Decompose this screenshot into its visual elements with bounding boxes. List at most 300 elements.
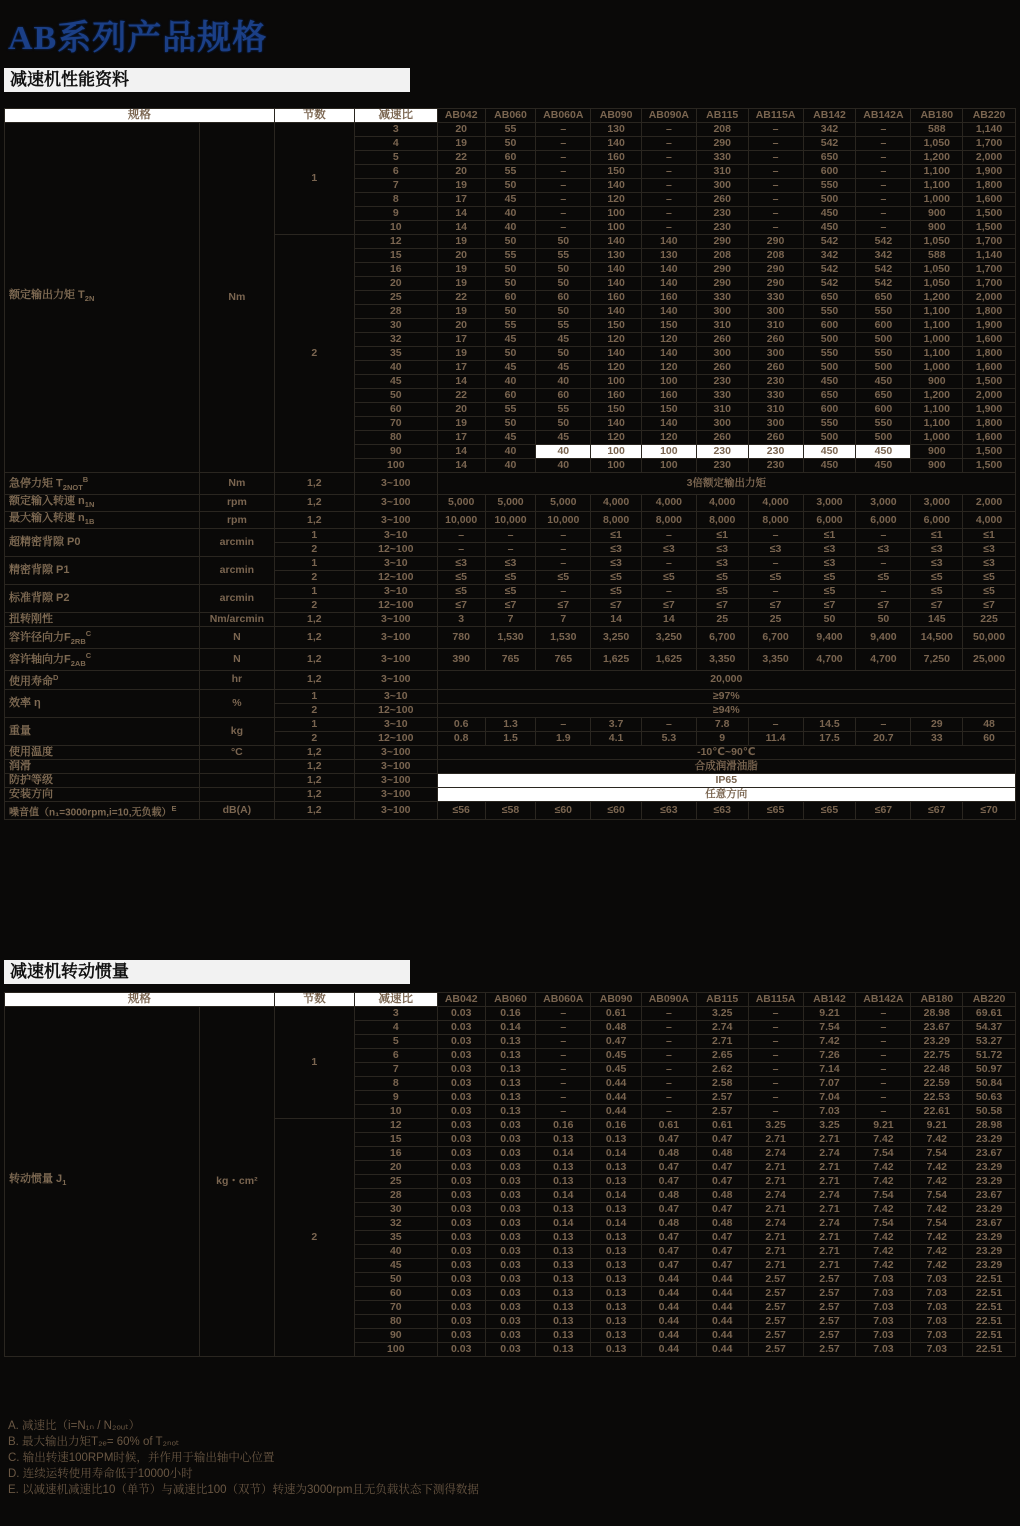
value-cell: 140 (641, 347, 696, 361)
value-cell: 5,000 (485, 494, 535, 511)
ratio-cell: 32 (354, 333, 437, 347)
ratio-cell: 28 (354, 1189, 437, 1203)
value-cell: 2.71 (748, 1175, 803, 1189)
ratio-cell: 40 (354, 1245, 437, 1259)
value-cell: 0.13 (485, 1091, 535, 1105)
value-cell: 50 (485, 417, 535, 431)
row-label: 最大输入转速 $n_{1B}$ (5, 512, 200, 529)
value-cell: 2.71 (748, 1133, 803, 1147)
value-cell: 588 (911, 123, 963, 137)
value-cell: 290 (696, 137, 748, 151)
ratio-cell: 60 (354, 403, 437, 417)
value-cell: 1,200 (911, 291, 963, 305)
row-label: 容许轴向力$F_{2AB}^C$ (5, 649, 200, 671)
ratio-cell: 80 (354, 431, 437, 445)
value-cell: 0.03 (437, 1021, 485, 1035)
value-cell: – (748, 1077, 803, 1091)
value-span-cell: 3倍额定输出力矩 (437, 473, 1015, 495)
value-cell: – (748, 717, 803, 731)
value-cell: ≤1 (696, 529, 748, 543)
value-cell: – (437, 529, 485, 543)
value-cell: 0.03 (437, 1035, 485, 1049)
ratio-cell: 3~100 (354, 670, 437, 689)
value-cell: 300 (748, 417, 803, 431)
value-cell: 50 (485, 305, 535, 319)
col-header-model: AB042 (437, 993, 485, 1007)
value-cell: 7.42 (911, 1259, 963, 1273)
value-cell: 0.13 (591, 1315, 641, 1329)
value-cell: 0.44 (591, 1077, 641, 1091)
value-cell: 50 (485, 137, 535, 151)
value-cell: ≤1 (591, 529, 641, 543)
stage-cell: 1,2 (274, 773, 354, 787)
value-cell: 23.29 (963, 1231, 1016, 1245)
value-cell: 150 (591, 403, 641, 417)
ratio-cell: 16 (354, 1147, 437, 1161)
value-cell: 20.7 (856, 731, 911, 745)
value-cell: 0.13 (536, 1175, 591, 1189)
stage-cell: 1 (274, 689, 354, 703)
value-cell: 1,140 (963, 123, 1016, 137)
value-cell: 0.03 (437, 1063, 485, 1077)
value-cell: ≤7 (963, 599, 1016, 613)
value-cell: 29 (911, 717, 963, 731)
value-cell: 0.13 (536, 1259, 591, 1273)
value-cell: 45 (536, 333, 591, 347)
value-cell: 0.03 (437, 1091, 485, 1105)
value-cell: 140 (641, 263, 696, 277)
ratio-cell: 3~10 (354, 529, 437, 543)
value-cell: 0.8 (437, 731, 485, 745)
value-cell: 2.71 (803, 1175, 856, 1189)
value-cell: ≤5 (437, 585, 485, 599)
value-cell: 60 (963, 731, 1016, 745)
value-cell: 4,000 (591, 494, 641, 511)
value-cell: 2.57 (696, 1091, 748, 1105)
value-cell: 140 (641, 277, 696, 291)
value-cell: – (856, 557, 911, 571)
value-cell: 0.03 (485, 1287, 535, 1301)
value-cell: – (856, 1077, 911, 1091)
value-cell: – (485, 543, 535, 557)
value-cell: ≤5 (485, 585, 535, 599)
value-cell: 1,100 (911, 319, 963, 333)
value-cell: 2.57 (696, 1105, 748, 1119)
value-cell: 19 (437, 305, 485, 319)
value-cell: 50 (536, 235, 591, 249)
value-cell: 260 (696, 193, 748, 207)
value-cell: 0.13 (591, 1175, 641, 1189)
value-cell: 14 (591, 613, 641, 627)
backlash-row (5, 585, 1016, 599)
value-cell: – (856, 1007, 911, 1021)
value-cell: 290 (696, 263, 748, 277)
value-cell: 14 (437, 445, 485, 459)
value-cell: ≤56 (437, 801, 485, 819)
value-cell: 0.03 (437, 1315, 485, 1329)
value-cell: – (536, 151, 591, 165)
value-cell: 7.03 (856, 1315, 911, 1329)
stage-cell: 1,2 (274, 473, 354, 495)
value-cell: 40 (485, 375, 535, 389)
value-cell: 2.71 (803, 1203, 856, 1217)
value-cell: 0.03 (485, 1133, 535, 1147)
spec-row (5, 745, 1016, 759)
value-cell: 7.54 (856, 1189, 911, 1203)
value-cell: 1,000 (911, 361, 963, 375)
value-cell: 310 (748, 319, 803, 333)
value-cell: 140 (591, 263, 641, 277)
value-cell: ≤3 (803, 543, 856, 557)
value-cell: 500 (856, 333, 911, 347)
value-cell: – (856, 123, 911, 137)
value-cell: – (856, 1035, 911, 1049)
value-cell: 19 (437, 263, 485, 277)
value-cell: 450 (803, 459, 856, 473)
value-cell: 60 (485, 389, 535, 403)
value-cell: 208 (748, 249, 803, 263)
footnote-item: D. 连续运转使用寿命低于10000小时 (8, 1468, 193, 1480)
value-cell: 14 (437, 459, 485, 473)
ratio-cell: 28 (354, 305, 437, 319)
value-cell: 2.71 (748, 1203, 803, 1217)
row-unit: rpm (200, 512, 275, 529)
value-cell: 0.03 (485, 1203, 535, 1217)
value-cell: 2.74 (748, 1147, 803, 1161)
value-cell: – (536, 179, 591, 193)
value-cell: 69.61 (963, 1007, 1016, 1021)
value-cell: 50 (856, 613, 911, 627)
value-cell: ≤7 (856, 599, 911, 613)
value-cell: 1,050 (911, 235, 963, 249)
value-cell: 0.48 (641, 1217, 696, 1231)
value-cell: 6,000 (911, 512, 963, 529)
ratio-cell: 4 (354, 137, 437, 151)
value-cell: – (536, 137, 591, 151)
value-cell: 0.44 (641, 1315, 696, 1329)
value-cell: 2.57 (748, 1273, 803, 1287)
value-cell: 7.03 (911, 1329, 963, 1343)
ratio-cell: 70 (354, 1301, 437, 1315)
value-cell: 0.03 (437, 1203, 485, 1217)
value-cell: – (536, 207, 591, 221)
value-cell: 7.42 (911, 1133, 963, 1147)
ratio-cell: 50 (354, 1273, 437, 1287)
row-label: 防护等级 (5, 773, 200, 787)
value-cell: 0.61 (696, 1119, 748, 1133)
value-cell: 100 (641, 459, 696, 473)
value-cell: 230 (696, 445, 748, 459)
value-cell: – (641, 123, 696, 137)
value-cell: 0.13 (485, 1035, 535, 1049)
value-cell: 0.13 (485, 1063, 535, 1077)
value-cell: 9.21 (856, 1119, 911, 1133)
ratio-cell: 4 (354, 1021, 437, 1035)
value-cell: 9.21 (803, 1007, 856, 1021)
value-cell: – (641, 585, 696, 599)
value-cell: 900 (911, 459, 963, 473)
value-cell: ≤5 (485, 571, 535, 585)
value-cell: 1,100 (911, 179, 963, 193)
value-cell: 2.71 (696, 1035, 748, 1049)
value-cell: – (641, 137, 696, 151)
value-cell: 7,250 (911, 649, 963, 671)
value-span-cell: 20,000 (437, 670, 1015, 689)
value-cell: – (641, 1091, 696, 1105)
row-label: 噪音值（n₁=3000rpm,i=10,无负载）$^E$ (5, 801, 200, 819)
value-cell: 4,000 (963, 512, 1016, 529)
value-cell: 48 (963, 717, 1016, 731)
value-cell: 23.67 (963, 1147, 1016, 1161)
value-cell: 7.42 (911, 1175, 963, 1189)
value-cell: – (437, 543, 485, 557)
ratio-cell: 9 (354, 207, 437, 221)
value-cell: 140 (641, 305, 696, 319)
spec-row (5, 473, 1016, 495)
value-cell: 9,400 (803, 627, 856, 649)
ratio-cell: 3~100 (354, 787, 437, 801)
value-cell: 3,350 (748, 649, 803, 671)
ratio-cell: 3~100 (354, 473, 437, 495)
value-cell: 2.57 (748, 1287, 803, 1301)
value-cell: 2.71 (803, 1161, 856, 1175)
value-cell: 0.45 (591, 1049, 641, 1063)
value-cell: 0.03 (485, 1175, 535, 1189)
value-cell: 2.71 (748, 1161, 803, 1175)
row-unit: Nm/arcmin (200, 613, 275, 627)
value-cell: 1,100 (911, 305, 963, 319)
value-cell: 50.58 (963, 1105, 1016, 1119)
value-cell: 45 (536, 431, 591, 445)
value-cell: – (536, 193, 591, 207)
row-unit: °C (200, 745, 275, 759)
value-cell: 0.47 (641, 1231, 696, 1245)
value-cell: 2.65 (696, 1049, 748, 1063)
value-cell: 900 (911, 207, 963, 221)
row-unit: arcmin (200, 557, 275, 585)
value-cell: – (536, 1105, 591, 1119)
value-cell: 2.71 (803, 1231, 856, 1245)
value-cell: – (856, 151, 911, 165)
value-cell: 130 (641, 249, 696, 263)
value-cell: 0.13 (591, 1301, 641, 1315)
value-cell: 40 (485, 221, 535, 235)
value-cell: 45 (485, 333, 535, 347)
value-cell: 22.51 (963, 1329, 1016, 1343)
value-cell: 2.71 (748, 1245, 803, 1259)
value-cell: 10,000 (437, 512, 485, 529)
value-cell: 230 (696, 207, 748, 221)
value-cell: 55 (485, 319, 535, 333)
value-cell: 45 (485, 193, 535, 207)
value-cell: 100 (591, 221, 641, 235)
weight-row (5, 717, 1016, 731)
value-cell: 500 (803, 193, 856, 207)
value-cell: 40 (485, 207, 535, 221)
value-cell: – (856, 1021, 911, 1035)
ratio-cell: 50 (354, 389, 437, 403)
value-cell: 120 (641, 361, 696, 375)
value-cell: 7.42 (856, 1161, 911, 1175)
value-cell: 0.47 (641, 1161, 696, 1175)
col-header-model: AB142A (856, 109, 911, 123)
value-cell: ≤5 (641, 571, 696, 585)
value-cell: 300 (696, 305, 748, 319)
value-cell: 100 (591, 459, 641, 473)
col-header-model: AB115A (748, 109, 803, 123)
value-cell: 55 (485, 165, 535, 179)
value-cell: 330 (696, 291, 748, 305)
value-cell: 290 (748, 235, 803, 249)
value-cell: 0.47 (591, 1035, 641, 1049)
value-cell: 0.14 (536, 1189, 591, 1203)
value-cell: 230 (696, 375, 748, 389)
value-cell: – (641, 557, 696, 571)
value-cell: 0.13 (536, 1273, 591, 1287)
stage-cell: 1,2 (274, 627, 354, 649)
value-cell: 7.42 (856, 1245, 911, 1259)
value-cell: 542 (803, 235, 856, 249)
value-cell: 260 (748, 431, 803, 445)
value-cell: 7.03 (856, 1301, 911, 1315)
col-header-model: AB060A (536, 109, 591, 123)
value-cell: 7.03 (803, 1105, 856, 1119)
value-cell: 0.13 (591, 1231, 641, 1245)
value-span-cell: 合成润滑油脂 (437, 759, 1015, 773)
value-cell: 0.03 (485, 1301, 535, 1315)
value-cell: 23.29 (963, 1259, 1016, 1273)
value-cell: 0.03 (485, 1161, 535, 1175)
value-cell: ≤5 (803, 585, 856, 599)
value-cell: – (748, 1007, 803, 1021)
value-cell: 20 (437, 319, 485, 333)
value-cell: ≤1 (911, 529, 963, 543)
value-cell: 0.44 (696, 1343, 748, 1357)
value-cell: 1.5 (485, 731, 535, 745)
value-cell: 542 (803, 277, 856, 291)
value-cell: 2.57 (803, 1301, 856, 1315)
value-cell: 0.03 (485, 1343, 535, 1357)
value-cell: 550 (803, 417, 856, 431)
value-cell: 0.47 (696, 1133, 748, 1147)
value-cell: 0.13 (591, 1287, 641, 1301)
value-cell: 8,000 (591, 512, 641, 529)
ratio-cell: 8 (354, 193, 437, 207)
value-cell: 0.48 (696, 1189, 748, 1203)
value-cell: ≤7 (748, 599, 803, 613)
value-cell: 50 (803, 613, 856, 627)
stage-cell: 2 (274, 731, 354, 745)
value-cell: 900 (911, 375, 963, 389)
value-cell: 0.03 (437, 1077, 485, 1091)
value-cell: – (856, 221, 911, 235)
stage-cell: 2 (274, 1119, 354, 1357)
row-label: 容许径向力$F_{2RB}^C$ (5, 627, 200, 649)
stage-cell: 1,2 (274, 512, 354, 529)
value-cell: 0.48 (641, 1189, 696, 1203)
ratio-cell: 16 (354, 263, 437, 277)
value-cell: 550 (803, 305, 856, 319)
ratio-cell: 12 (354, 1119, 437, 1133)
value-cell: 2.74 (748, 1189, 803, 1203)
footnote-item: E. 以减速机减速比10（单节）与减速比100（双节）转速为3000rpm且无负载状态下测得数据 (8, 1484, 479, 1496)
stage-cell: 2 (274, 543, 354, 557)
ratio-cell: 100 (354, 1343, 437, 1357)
value-cell: 55 (485, 123, 535, 137)
value-cell: 50 (485, 347, 535, 361)
value-cell: – (856, 137, 911, 151)
value-cell: 3.7 (591, 717, 641, 731)
row-unit: kg (200, 717, 275, 745)
value-cell: 290 (748, 277, 803, 291)
value-span-cell: -10℃~90℃ (437, 745, 1015, 759)
row-unit (200, 759, 275, 773)
value-cell: – (536, 1077, 591, 1091)
value-cell: 8,000 (696, 512, 748, 529)
value-cell: 208 (696, 249, 748, 263)
ratio-cell: 3~100 (354, 773, 437, 787)
value-cell: 1,900 (963, 319, 1016, 333)
value-cell: 0.61 (641, 1119, 696, 1133)
value-cell: 140 (641, 235, 696, 249)
value-cell: 0.03 (437, 1161, 485, 1175)
value-cell: 390 (437, 649, 485, 671)
value-cell: – (856, 529, 911, 543)
spec-row (5, 787, 1016, 801)
value-cell: 0.44 (591, 1091, 641, 1105)
value-cell: – (748, 123, 803, 137)
value-cell: 7.42 (911, 1245, 963, 1259)
value-cell: 260 (696, 361, 748, 375)
torque-row (5, 123, 1016, 137)
value-cell: 5,000 (536, 494, 591, 511)
col-header-model: AB142A (856, 993, 911, 1007)
value-cell: 542 (803, 137, 856, 151)
value-cell: 150 (591, 319, 641, 333)
value-cell: 22.48 (911, 1063, 963, 1077)
value-cell: 0.03 (437, 1049, 485, 1063)
value-cell: ≤7 (591, 599, 641, 613)
value-cell: 0.47 (696, 1245, 748, 1259)
value-cell: 310 (696, 165, 748, 179)
value-cell: 7.54 (803, 1021, 856, 1035)
value-cell: 0.48 (591, 1021, 641, 1035)
value-cell: 22.51 (963, 1343, 1016, 1357)
col-header-model: AB180 (911, 109, 963, 123)
ratio-cell: 7 (354, 1063, 437, 1077)
stage-cell: 1,2 (274, 649, 354, 671)
table-header-row (5, 109, 1016, 123)
value-cell: 54.37 (963, 1021, 1016, 1035)
value-cell: 120 (591, 333, 641, 347)
row-unit: rpm (200, 494, 275, 511)
ratio-cell: 3~10 (354, 689, 437, 703)
value-cell: 0.03 (437, 1287, 485, 1301)
value-cell: 14 (437, 221, 485, 235)
value-cell: 0.13 (591, 1245, 641, 1259)
value-cell: 45 (536, 361, 591, 375)
value-cell: 0.44 (696, 1273, 748, 1287)
value-cell: 260 (748, 361, 803, 375)
row-label: 额定输入转速 $n_{1N}$ (5, 494, 200, 511)
value-cell: 0.03 (437, 1189, 485, 1203)
ratio-cell: 32 (354, 1217, 437, 1231)
stage-cell: 1 (274, 529, 354, 543)
value-cell: 7.42 (803, 1035, 856, 1049)
row-label-backlash: 标准背隙 P2 (5, 585, 200, 613)
value-cell: 342 (856, 249, 911, 263)
value-cell: 145 (911, 613, 963, 627)
